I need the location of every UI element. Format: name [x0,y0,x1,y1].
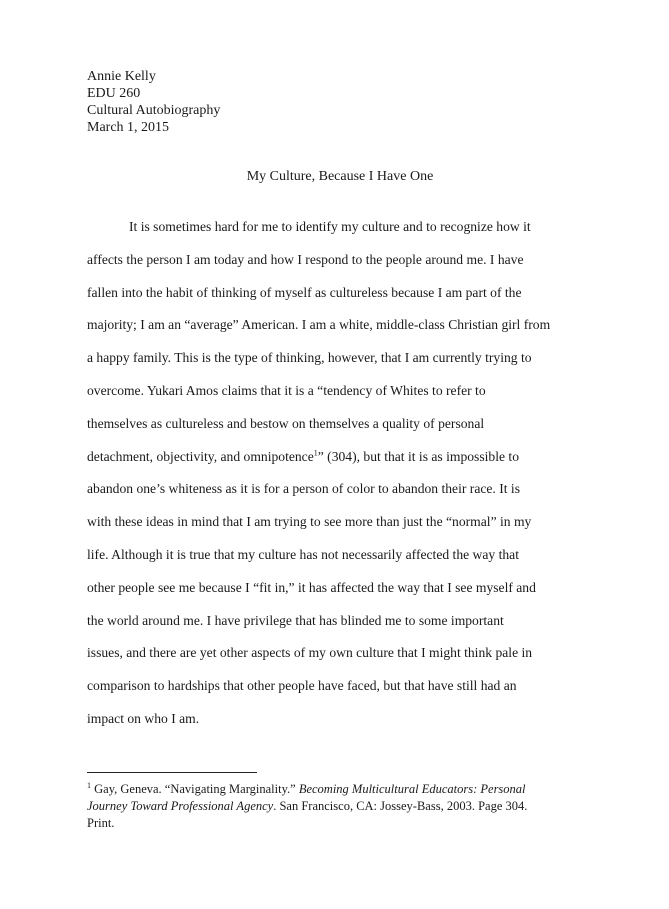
footnote-lead: Gay, Geneva. “Navigating Marginality.” [94,782,299,796]
assignment-title: Cultural Autobiography [87,103,221,118]
body-line: majority; I am an “average” American. I am a white, middle-class Christian girl from [87,317,551,333]
footnote-marker: 1 [87,780,91,790]
footnote-line [87,781,602,798]
essay-body [87,213,582,738]
footnote [87,781,602,832]
footnote-book-title: Journey Toward Professional Agency [87,799,274,813]
body-line: life. Although it is true that my culture has not necessarily affected the way that [87,546,519,562]
body-line: It is sometimes hard for me to identify my culture and to recognize how it [129,219,531,234]
body-line: themselves as cultureless and bestow on themselves a quality of personal [87,415,485,431]
body-line: a happy family. This is the type of thinking, however, that I am currently trying to [87,350,532,366]
essay-title: My Culture, Because I Have One [246,169,434,184]
body-line: comparison to hardships that other people have faced, but that have still had an [87,678,517,694]
author-name: Annie Kelly [87,69,156,84]
body-line: abandon one’s whiteness as it is for a person of color to abandon their race. It is [87,481,520,497]
footnote-publication: . San Francisco, CA: Jossey-Bass, 2003. Page 304. [273,799,528,813]
body-line: fallen into the habit of thinking of myself as cultureless because I am part of the [87,284,522,300]
body-line: issues, and there are yet other aspects of my own culture that I might think pale in [87,645,533,661]
body-line: other people see me because I “fit in,” it has affected the way that I see myself and [87,579,536,595]
body-line-text: detachment, objectivity, and omnipotence [87,448,314,464]
body-line: overcome. Yukari Amos claims that it is a “tendency of Whites to refer to [87,382,486,398]
document-header [87,68,220,136]
body-line: the world around me. I have privilege that has blinded me to some important [87,612,504,628]
body-line-with-footnote [87,443,582,476]
body-line: impact on who I am. [87,710,200,726]
body-line: affects the person I am today and how I respond to the people around me. I have [87,251,524,267]
footnote-line [87,798,602,815]
course-code: EDU 260 [87,86,141,101]
footnote-reference[interactable]: 1 [313,448,318,458]
body-line-text: ” (304), but that it is as impossible to [317,448,519,464]
footnote-book-title: Becoming Multicultural Educators: Personal [298,782,526,796]
body-line: with these ideas in mind that I am trying to see more than just the “normal” in my [87,514,532,530]
footnote-medium: Print. [87,816,115,830]
document-date: March 1, 2015 [87,120,170,135]
footnote-separator [87,772,257,773]
